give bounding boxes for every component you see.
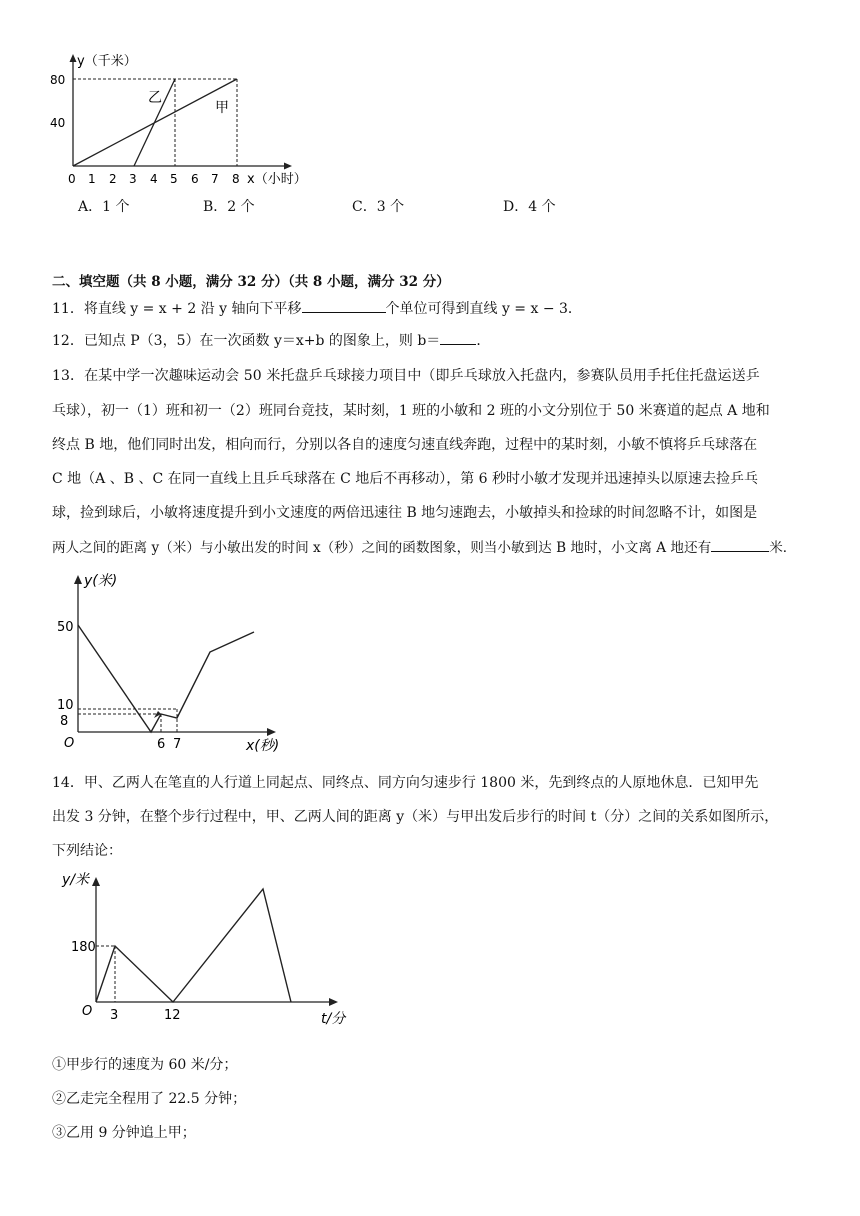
q14-x-tick-3: 3 — [110, 1008, 119, 1023]
label-jia: 甲 — [215, 100, 229, 116]
option-a: A．1 个 — [78, 199, 130, 215]
section-title: 二、填空题（共 8 小题，满分 32 分）（共 8 小题，满分 32 分） — [52, 274, 450, 290]
q14-line-3: 下列结论： — [52, 843, 122, 859]
x-axis-label: x（小时） — [247, 172, 307, 187]
y-tick-40: 40 — [50, 116, 66, 130]
q13-last-suffix: 米． — [769, 540, 797, 556]
q12-suffix: ． — [476, 333, 491, 349]
q13-line-3: 终点 B 地，他们同时出发，相向而行，分别以各自的速度匀速直线奔跑，过程中的某时刻，小敏不慎将乒乓球落在 — [52, 437, 758, 453]
q13-y-axis-label: y(米) — [84, 573, 118, 589]
q11-suffix: 个单位可得到直线 y = x − 3． — [385, 301, 582, 317]
q13-last-prefix: 两人之间的距离 y（米）与小敏出发的时间 x（秒）之间的函数图象，则当小敏到达 B 地时，小文离 A 地还有 — [52, 540, 712, 556]
option-b: B．2 个 — [203, 199, 255, 215]
option-c: C．3 个 — [352, 199, 405, 215]
q13-line-4: C 地（A 、B 、C 在同一直线上且乒乓球落在 C 地后不再移动），第 6 秒时小敏才发现并迅速掉头以原速去捡乒乓 — [52, 471, 759, 487]
x-tick-4: 4 — [150, 172, 158, 186]
q13-x-axis-label: x(秒) — [246, 738, 280, 754]
x-tick-3: 3 — [129, 172, 137, 186]
q14-distance-graph — [96, 889, 291, 1002]
graph-q13 — [50, 568, 310, 758]
graph-q14 — [58, 866, 358, 1036]
q14-x-tick-12: 12 — [164, 1008, 181, 1023]
option-d: D．4 个 — [503, 199, 556, 215]
q13-distance-graph — [78, 625, 254, 732]
label-yi: 乙 — [148, 90, 162, 106]
q12-prefix: 12．已知点 P（3，5）在一次函数 y＝x+b 的图象上，则 b＝ — [52, 333, 441, 349]
conclusion-3: ③乙用 9 分钟追上甲； — [52, 1125, 196, 1141]
question-11 — [52, 298, 582, 318]
x-tick-0: 0 — [68, 172, 76, 186]
q11-prefix: 11．将直线 y = x + 2 沿 y 轴向下平移 — [52, 301, 302, 317]
q14-line-2: 出发 3 分钟，在整个步行过程中，甲、乙两人间的距离 y（米）与甲出发后步行的时间 t（分）之间的关系如图所示， — [52, 809, 779, 825]
q14-origin: O — [82, 1004, 93, 1019]
q13-line-1: 13．在某中学一次趣味运动会 50 米托盘乒乓球接力项目中（即乒乓球放入托盘内，参赛队员用手托住托盘运送乒 — [52, 368, 760, 384]
x-tick-1: 1 — [88, 172, 96, 186]
q13-y-tick-8: 8 — [60, 714, 69, 729]
q13-line-6 — [52, 536, 796, 556]
graph-q10 — [40, 48, 340, 193]
q11-blank[interactable] — [302, 298, 386, 313]
q12-blank[interactable] — [440, 330, 476, 345]
q13-line-2: 乓球），初一（1）班和初一（2）班同台竞技，某时刻，1 班的小敏和 2 班的小文分别位于 50 米赛道的起点 A 地和 — [52, 403, 770, 419]
y-axis-label: y（千米） — [77, 54, 137, 69]
q14-x-axis-label: t/分 — [321, 1011, 346, 1027]
q14-line-1: 14．甲、乙两人在笔直的人行道上同起点、同终点、同方向匀速步行 1800 米，先到终点的人原地休息．已知甲先 — [52, 775, 759, 791]
y-tick-80: 80 — [50, 73, 66, 87]
x-tick-8: 8 — [232, 172, 240, 186]
question-12 — [52, 330, 490, 350]
q13-x-tick-6: 6 — [157, 737, 166, 752]
x-tick-6: 6 — [191, 172, 199, 186]
q13-origin: O — [64, 736, 75, 751]
x-tick-2: 2 — [109, 172, 117, 186]
q14-y-tick-180: 180 — [71, 940, 96, 955]
x-tick-7: 7 — [211, 172, 219, 186]
q13-x-tick-7: 7 — [173, 737, 182, 752]
q14-y-axis-label: y/米 — [62, 872, 90, 888]
conclusion-1: ①甲步行的速度为 60 米/分； — [52, 1057, 238, 1073]
x-tick-5: 5 — [170, 172, 178, 186]
conclusion-2: ②乙走完全程用了 22.5 分钟； — [52, 1091, 247, 1107]
q13-y-tick-50: 50 — [57, 620, 74, 635]
q13-y-tick-10: 10 — [57, 698, 74, 713]
q13-blank[interactable] — [711, 537, 769, 552]
q13-line-5: 球，捡到球后，小敏将速度提升到小文速度的两倍迅速往 B 地匀速跑去，小敏掉头和捡球的时间忽略不计，如图是 — [52, 505, 758, 521]
